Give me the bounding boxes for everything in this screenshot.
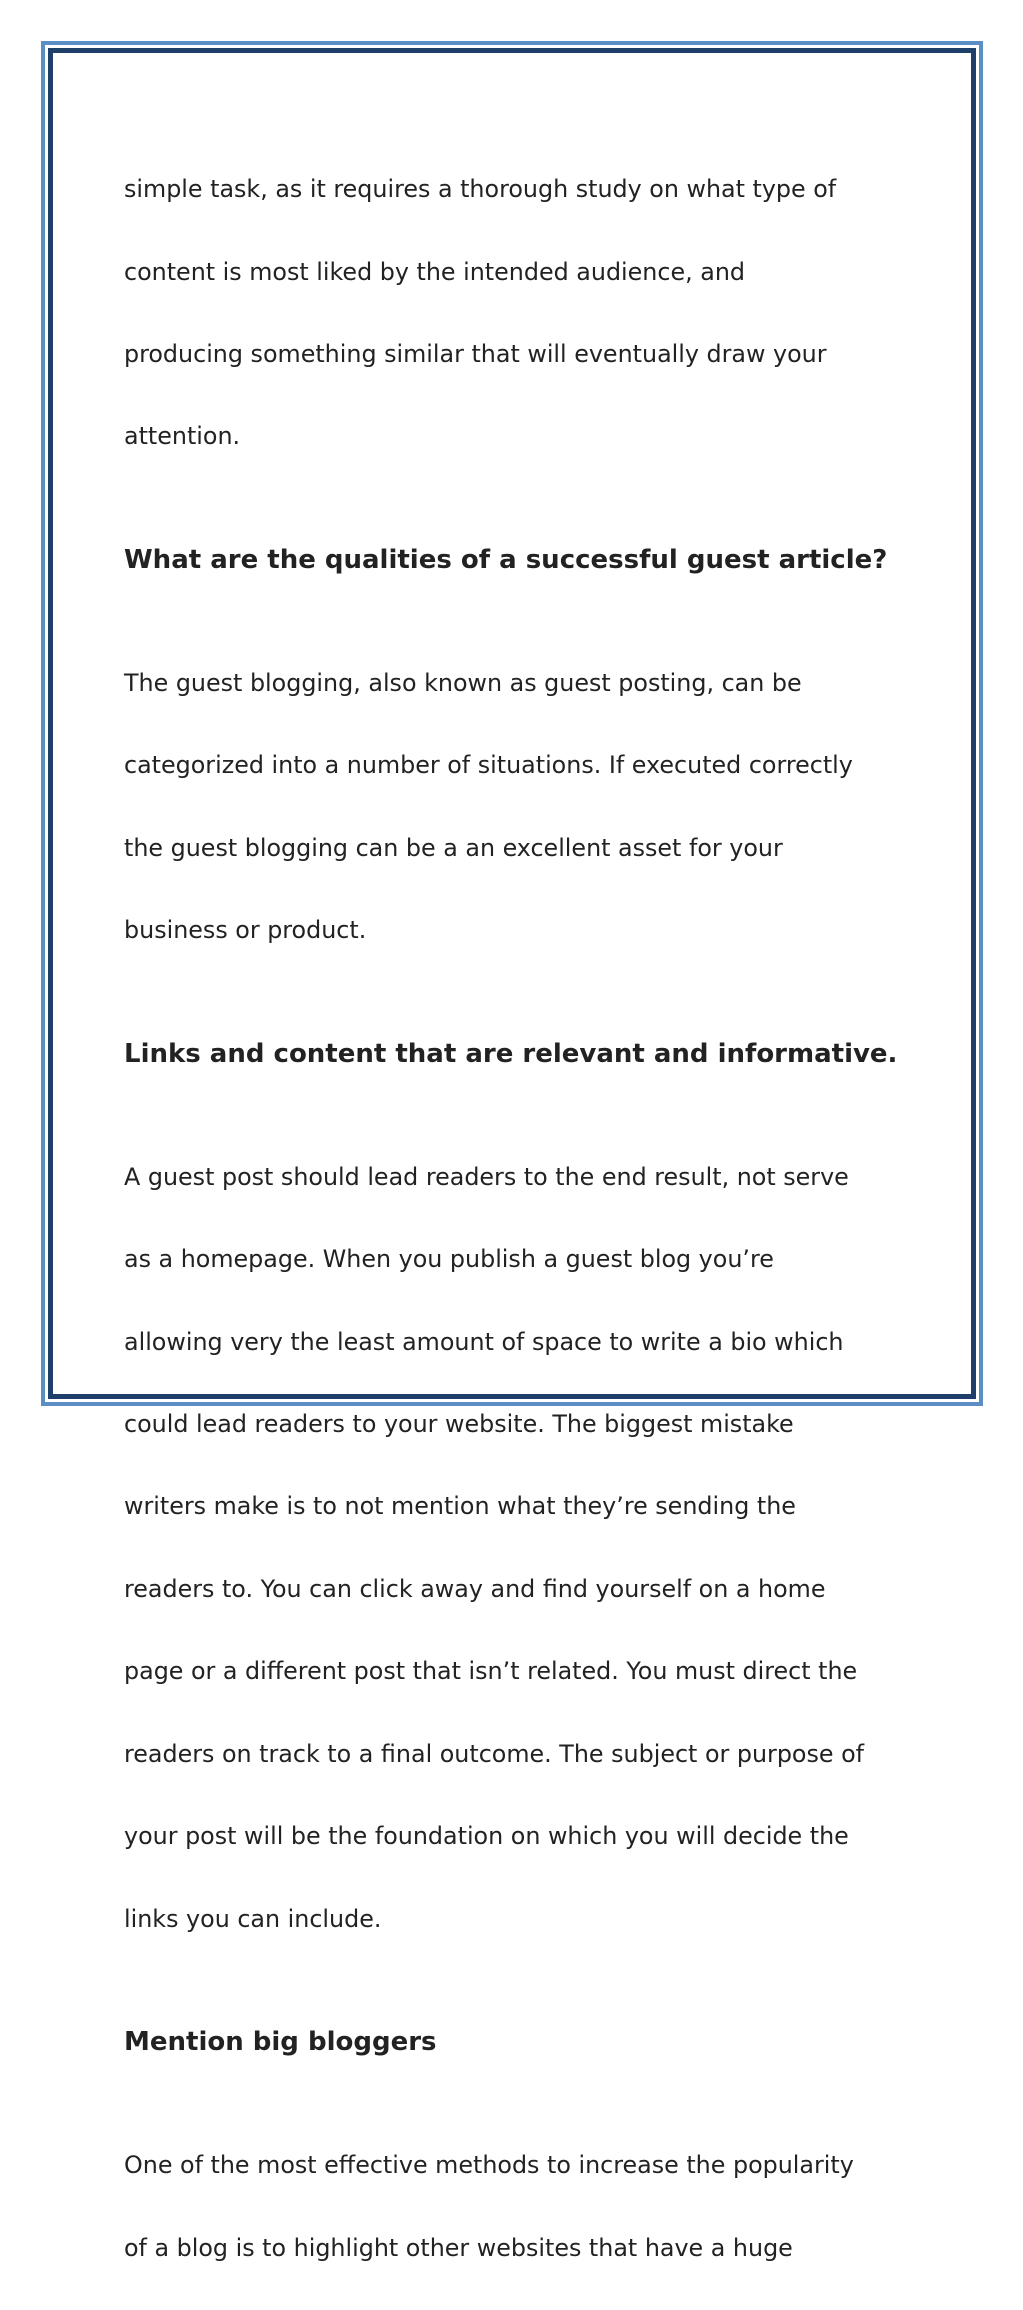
section-heading-links: Links and content that are relevant and informative. (124, 1038, 898, 1069)
document-body (124, 128, 914, 2310)
paragraph-intro-continuation (124, 128, 914, 499)
text-line: A guest post should lead readers to the end result, not serve (124, 1162, 849, 1191)
text-line: could lead readers to your website. The biggest mistake (124, 1410, 794, 1439)
text-line: The guest blogging, also known as guest posting, can be (124, 669, 802, 698)
paragraph-guest-post-links (124, 1116, 914, 1981)
text-line: the guest blogging can be a an excellent asset for your (124, 833, 783, 862)
section-heading-big-bloggers: Mention big bloggers (124, 2026, 437, 2057)
section-heading-qualities: What are the qualities of a successful guest article? (124, 544, 888, 575)
text-line: content is most liked by the intended audience, and (124, 257, 746, 286)
text-line: page or a different post that isn’t related. You must direct the (124, 1657, 858, 1686)
text-line: simple task, as it requires a thorough study on what type of (124, 175, 837, 204)
text-line: allowing very the least amount of space to write a bio which (124, 1327, 844, 1356)
paragraph-guest-blogging (124, 622, 914, 993)
text-line: One of the most effective methods to increase the popularity (124, 2151, 854, 2180)
text-line: as a homepage. When you publish a guest blog you’re (124, 1245, 774, 1274)
text-line: writers make is to not mention what they’re sending the (124, 1492, 796, 1521)
text-line: links you can include. (124, 1904, 382, 1933)
paragraph-popularity (124, 2104, 914, 2310)
text-line: producing something similar that will eventually draw your (124, 340, 827, 369)
text-line: attention. (124, 422, 241, 451)
text-line: your post will be the foundation on which you will decide the (124, 1822, 849, 1851)
text-line: readers on track to a final outcome. The subject or purpose of (124, 1739, 865, 1768)
text-line: readers to. You can click away and find yourself on a home (124, 1574, 826, 1603)
text-line: business or product. (124, 916, 367, 945)
text-line: of a blog is to highlight other websites that have a huge (124, 2233, 793, 2262)
text-line: categorized into a number of situations. If executed correctly (124, 751, 853, 780)
